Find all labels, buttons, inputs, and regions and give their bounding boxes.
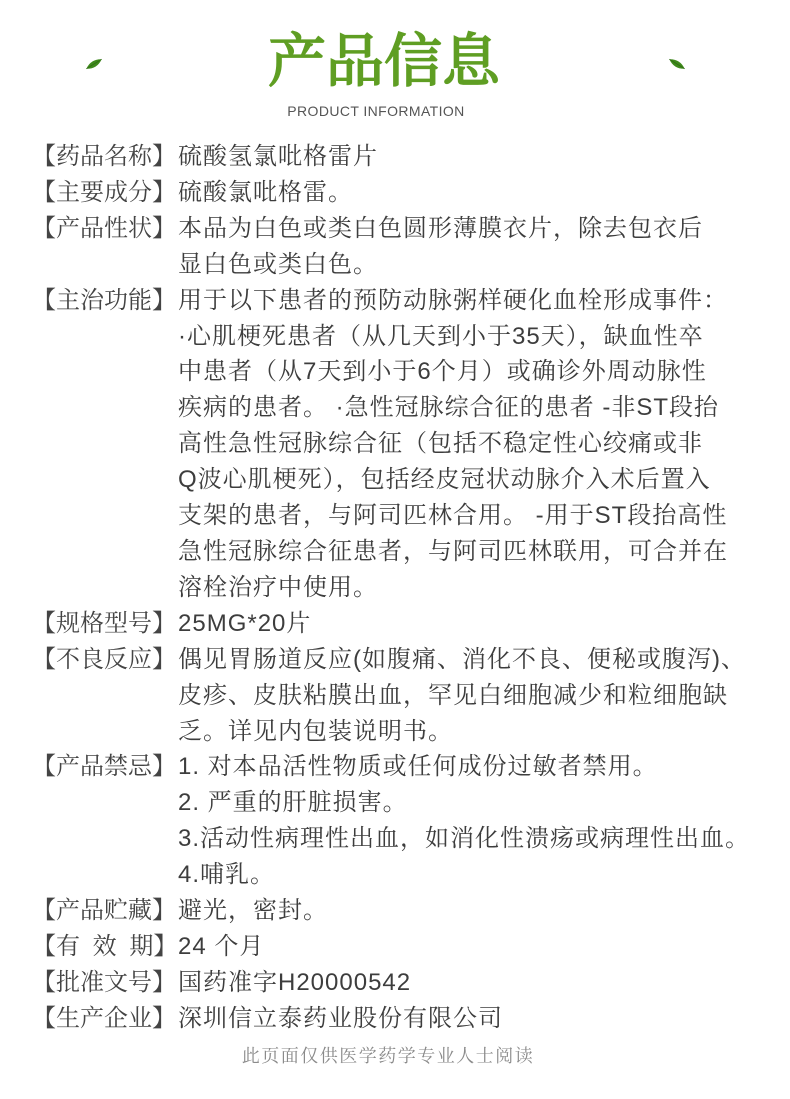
field-value <box>178 211 703 283</box>
field-contraindications <box>32 749 772 893</box>
page-subtitle: PRODUCT INFORMATION <box>287 103 465 119</box>
leaf-icon <box>668 57 686 72</box>
field-appearance <box>32 211 772 283</box>
field-shelf-life <box>32 929 772 965</box>
field-value <box>178 929 264 965</box>
field-label: 【主要成分】 <box>32 178 176 206</box>
field-value <box>178 606 311 642</box>
leaf-icon <box>85 57 103 72</box>
field-label: 【规格型号】 <box>32 609 176 637</box>
field-label: 【产品贮藏】 <box>32 897 176 925</box>
field-indications <box>32 283 772 606</box>
value-line: 偶见胃肠道反应(如腹痛、消化不良、便秘或腹泻)、 <box>178 645 746 673</box>
field-value <box>178 1001 503 1037</box>
field-value <box>178 893 328 929</box>
value-line: 溶栓治疗中使用。 <box>178 573 378 601</box>
value-line: 24 个月 <box>178 932 265 960</box>
field-manufacturer <box>32 1001 772 1037</box>
field-label: 【主治功能】 <box>32 286 176 314</box>
value-line: 2. 严重的肝脏损害。 <box>178 789 408 817</box>
field-value <box>178 139 378 175</box>
value-line: 避光，密封。 <box>178 897 328 925</box>
field-approval-number <box>32 965 772 1001</box>
field-storage <box>32 893 772 929</box>
value-line: 乏。详见内包装说明书。 <box>178 717 453 745</box>
value-line: 皮疹、皮肤粘膜出血，罕见白细胞减少和粒细胞缺 <box>178 681 728 709</box>
value-line: 深圳信立泰药业股份有限公司 <box>178 1004 503 1032</box>
value-line: 25MG*20片 <box>178 609 312 637</box>
value-line: 急性冠脉综合征患者，与阿司匹林联用，可合并在 <box>178 537 728 565</box>
field-label: 【不良反应】 <box>32 645 176 673</box>
field-label: 【生产企业】 <box>32 1004 176 1032</box>
value-line: 4.哺乳。 <box>178 861 276 889</box>
field-label: 【批准文号】 <box>32 968 176 996</box>
value-line: 支架的患者，与阿司匹林合用。 -用于ST段抬高性 <box>178 502 728 530</box>
value-line: 3.活动性病理性出血，如消化性溃疡或病理性出血。 <box>178 825 751 853</box>
value-line: 高性急性冠脉综合征（包括不稳定性心绞痛或非 <box>178 430 703 458</box>
field-main-ingredient <box>32 175 772 211</box>
field-value <box>178 965 411 1001</box>
field-value <box>178 283 728 606</box>
value-line: ·心肌梗死患者（从几天到小于35天），缺血性卒 <box>178 322 704 350</box>
value-line: 用于以下患者的预防动脉粥样硬化血栓形成事件： <box>178 286 728 314</box>
field-value <box>178 642 746 750</box>
field-label: 【有 效 期】 <box>32 932 178 960</box>
field-label: 【药品名称】 <box>32 143 176 170</box>
field-label: 【产品禁忌】 <box>32 753 176 781</box>
professional-notice: 此页面仅供医学药学专业人士阅读 <box>241 1046 535 1066</box>
field-label: 【产品性状】 <box>32 214 176 242</box>
value-line: 中患者（从7天到小于6个月）或确诊外周动脉性 <box>178 358 707 386</box>
field-adverse-reactions <box>32 642 772 750</box>
field-value <box>178 175 353 211</box>
value-line: 显白色或类白色。 <box>178 250 378 278</box>
field-drug-name <box>32 139 772 175</box>
value-line: 国药准字H20000542 <box>178 968 412 996</box>
page-title: 产品信息 <box>267 29 500 94</box>
value-line: 硫酸氢氯吡格雷片 <box>178 143 378 170</box>
value-line: 1. 对本品活性物质或任何成份过敏者禁用。 <box>178 753 658 781</box>
value-line: Q波心肌梗死），包括经皮冠状动脉介入术后置入 <box>178 466 711 494</box>
value-line: 本品为白色或类白色圆形薄膜衣片，除去包衣后 <box>178 214 703 242</box>
field-specification <box>32 606 772 642</box>
field-value <box>178 749 750 893</box>
value-line: 硫酸氯吡格雷。 <box>178 178 353 206</box>
product-info-list <box>32 139 772 1037</box>
value-line: 疾病的患者。 ·急性冠脉综合征的患者 -非ST段抬 <box>178 394 719 422</box>
